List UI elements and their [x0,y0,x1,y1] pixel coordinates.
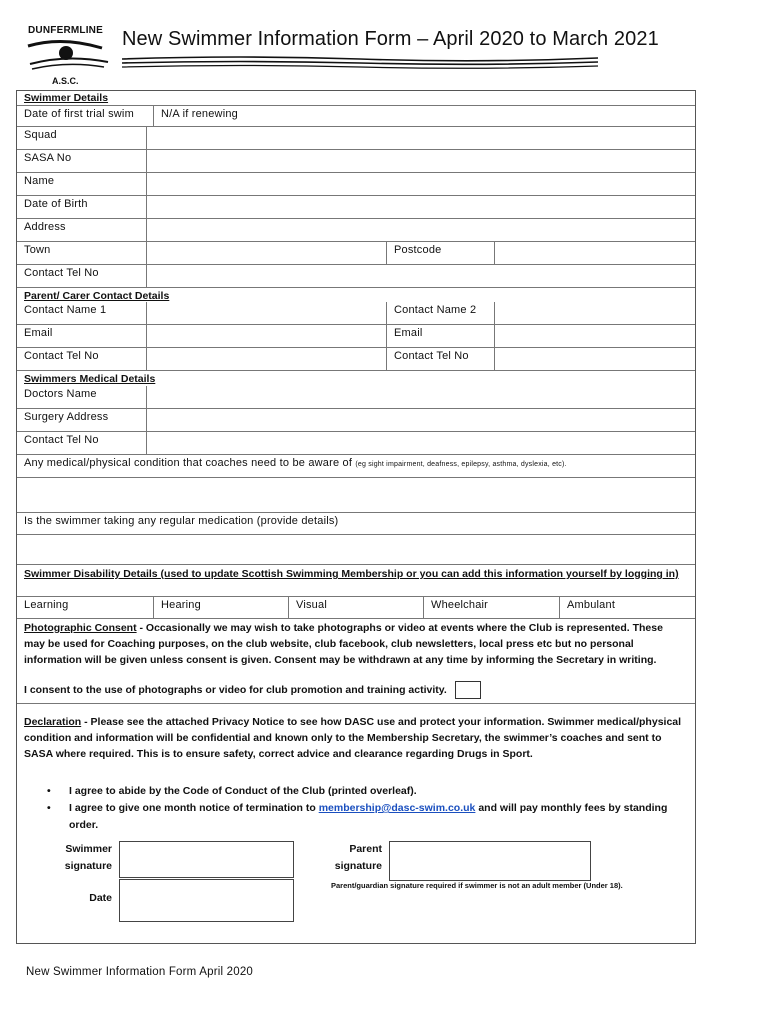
tel1-field[interactable] [146,348,386,370]
parent-signature-label [312,841,382,875]
surgery-label: Surgery Address [24,411,109,423]
row-sasa [17,150,695,173]
parent-signature-box[interactable] [389,841,591,881]
swimmer-tel-field[interactable] [146,265,695,287]
row-parent-tels [17,348,695,371]
membership-email-link[interactable]: membership@dasc-swim.co.uk [318,802,476,814]
page-footer: New Swimmer Information Form April 2020 [26,966,254,978]
row-swimmer-tel [17,265,695,288]
swimmer-logo-icon [22,36,112,76]
swimmer-form [16,90,696,944]
sasa-label: SASA No [24,152,72,164]
parent-signature-note: Parent/guardian signature required if swimmer is not an adult member (Under 18). [331,881,623,890]
swimmer-tel-label: Contact Tel No [24,267,99,279]
disability-ambulant[interactable]: Ambulant [559,597,695,618]
logo-text-bottom: A.S.C. [52,76,79,86]
first-trial-label: Date of first trial swim [24,108,134,120]
squad-label: Squad [24,129,57,141]
date-box[interactable] [119,879,294,922]
photo-consent-heading: Photographic Consent [24,622,137,634]
postcode-field[interactable] [494,242,695,264]
disability-learning[interactable]: Learning [24,599,69,611]
photo-consent-statement: I consent to the use of photographs or video for club promotion and training activity. [24,683,447,696]
postcode-label: Postcode [386,242,494,264]
declaration-text: - Please see the attached Privacy Notice to see how DASC use and protect your information. Swimmer medical/physical condition and information will be confidential and known only to the Membership Secretary, the swimmer’s coaches and sent to SASA where required. This is to ensure safety, correct advice and clearance regarding Drugs in Sport. [24,716,682,760]
contact1-field[interactable] [146,302,386,324]
row-doctor [17,386,695,409]
row-surgery [17,409,695,432]
photo-consent-line [24,681,684,699]
row-dob [17,196,695,219]
disability-wheelchair[interactable]: Wheelchair [423,597,559,618]
town-label: Town [24,244,51,256]
condition-text: Any medical/physical condition that coaches need to be aware of [24,457,353,469]
dob-field[interactable] [146,196,695,218]
row-town [17,242,695,265]
date-label: Date [89,892,112,904]
row-medication-label [17,513,695,535]
bullet-notice-pre: I agree to give one month notice of termination to [69,802,319,814]
photo-consent-text: - Occasionally we may wish to take photographs or video at events where the Club is represented. These may be used for Coaching purposes, on the club website, club facebook, club newsletters, local press etc but no personal information will be given unless consent is given. Consent may be withdrawn at any time by informing the Secretary in writing. [24,622,663,666]
medical-tel-label: Contact Tel No [24,434,99,446]
email2-field[interactable] [494,325,695,347]
medical-tel-field[interactable] [146,432,695,454]
parent-signature-label-1: Parent [349,843,382,855]
name-field[interactable] [146,173,695,195]
section-heading-medical: Swimmers Medical Details [24,373,156,385]
swimmer-signature-label-1: Swimmer [65,843,112,855]
condition-note: (eg sight impairment, deafness, epilepsy, asthma, dyslexia, etc). [355,461,567,468]
section-heading-parent: Parent/ Carer Contact Details [24,290,170,302]
first-trial-field[interactable]: N/A if renewing [153,106,695,126]
town-field[interactable] [146,242,386,264]
row-address [17,219,695,242]
row-disability-options [17,596,695,619]
bullet-notice-post: and will pay monthly fees by standing order. [69,802,668,831]
email1-label: Email [24,327,53,339]
tel2-field[interactable] [494,348,695,370]
row-emails [17,325,695,348]
email2-label: Email [386,325,494,347]
contact2-label: Contact Name 2 [386,302,494,324]
disability-hearing[interactable]: Hearing [153,597,288,618]
contact2-field[interactable] [494,302,695,324]
row-squad [17,127,695,150]
row-contact-names [17,302,695,325]
row-medical-tel [17,432,695,455]
surgery-field[interactable] [146,409,695,431]
row-first-trial [17,105,695,127]
bullet-notice [47,800,687,834]
address-label: Address [24,221,66,233]
parent-signature-label-2: signature [334,860,382,872]
row-condition-label [17,455,695,478]
swimmer-signature-box[interactable] [119,841,294,878]
squad-field[interactable] [146,127,695,149]
email1-field[interactable] [146,325,386,347]
declaration-paragraph [24,714,684,762]
medication-label: Is the swimmer taking any regular medication (provide details) [24,515,339,527]
disability-visual[interactable]: Visual [288,597,423,618]
row-name [17,173,695,196]
tel1-label: Contact Tel No [24,350,99,362]
declaration-bullets [47,783,687,834]
photo-consent-paragraph [24,620,684,668]
page-header [0,0,770,90]
dob-label: Date of Birth [24,198,88,210]
contact1-label: Contact Name 1 [24,304,107,316]
tel2-label: Contact Tel No [386,348,494,370]
doctor-field[interactable] [146,386,695,408]
logo-text-top: DUNFERMLINE [28,25,103,36]
declaration-heading: Declaration [24,716,82,728]
club-logo [22,18,112,90]
condition-field[interactable] [17,478,695,513]
page-title: New Swimmer Information Form – April 2020 to March 2021 [122,28,659,50]
doctor-label: Doctors Name [24,388,97,400]
condition-label [17,455,695,477]
photo-consent-checkbox[interactable] [455,681,481,699]
section-heading-disability: Swimmer Disability Details (used to update Scottish Swimming Membership or you can add this information yourself by logging in) [24,568,679,580]
bullet-code-of-conduct: • I agree to abide by the Code of Conduct of the Club (printed overleaf). [47,783,687,800]
sasa-field[interactable] [146,150,695,172]
address-field[interactable] [146,219,695,241]
title-underline-waves [120,54,600,70]
divider [17,703,695,704]
swimmer-signature-label [37,841,112,875]
swimmer-signature-label-2: signature [64,860,112,872]
medication-field[interactable] [17,535,695,565]
section-heading-swimmer: Swimmer Details [24,92,109,104]
name-label: Name [24,175,55,187]
